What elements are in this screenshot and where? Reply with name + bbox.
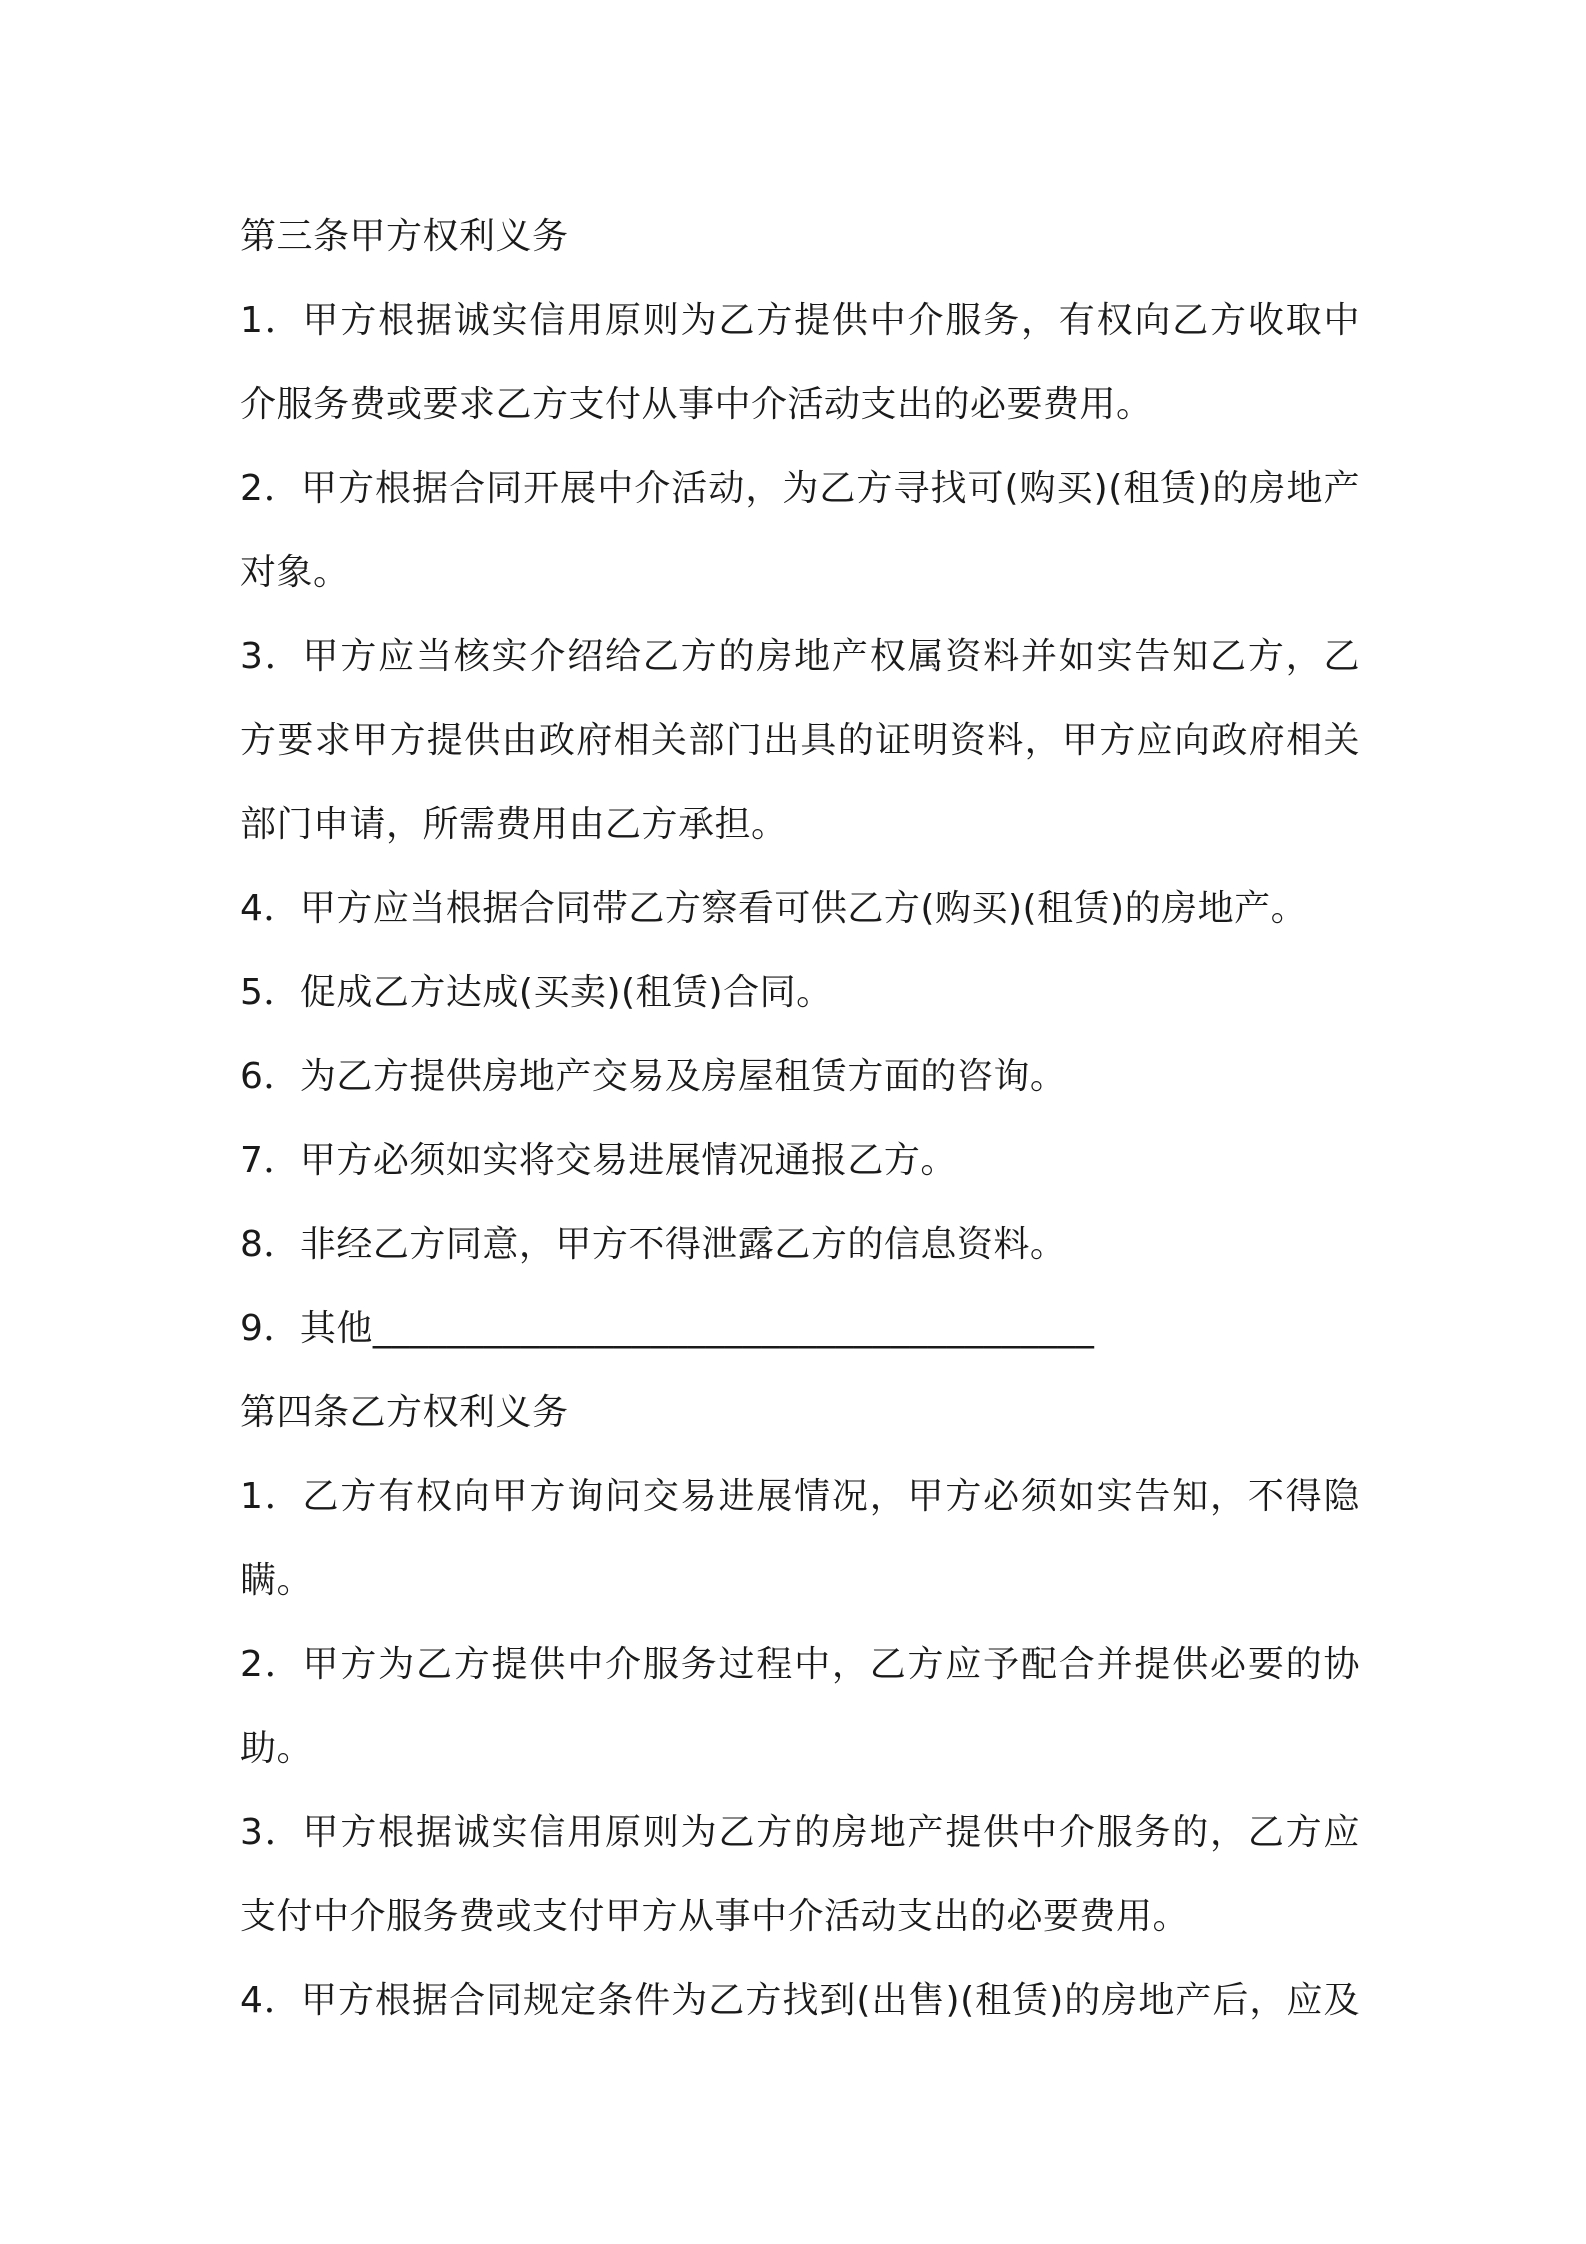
paragraph-line: 4．甲方根据合同规定条件为乙方找到(出售)(租赁)的房地产后，应及 bbox=[240, 1980, 1360, 2021]
paragraph-line: 1．甲方根据诚实信用原则为乙方提供中介服务，有权向乙方收取中 bbox=[240, 300, 1360, 341]
paragraph-line: 助。 bbox=[240, 1728, 314, 1769]
paragraph-line: 6．为乙方提供房地产交易及房屋租赁方面的咨询。 bbox=[240, 1056, 1067, 1097]
paragraph-line: 4．甲方应当根据合同带乙方察看可供乙方(购买)(租赁)的房地产。 bbox=[240, 888, 1308, 929]
paragraph-line: 5．促成乙方达成(买卖)(租赁)合同。 bbox=[240, 972, 833, 1013]
paragraph-line: 3．甲方应当核实介绍给乙方的房地产权属资料并如实告知乙方，乙 bbox=[240, 636, 1360, 677]
paragraph-line: 2．甲方为乙方提供中介服务过程中，乙方应予配合并提供必要的协 bbox=[240, 1644, 1360, 1685]
paragraph-line: 9．其他_______________________________________ bbox=[240, 1308, 1095, 1349]
paragraph-line: 部门申请，所需费用由乙方承担。 bbox=[240, 804, 788, 845]
paragraph-line: 3．甲方根据诚实信用原则为乙方的房地产提供中介服务的，乙方应 bbox=[240, 1812, 1360, 1853]
section-heading-4: 第四条乙方权利义务 bbox=[240, 1392, 569, 1433]
paragraph-line: 方要求甲方提供由政府相关部门出具的证明资料，甲方应向政府相关 bbox=[240, 720, 1360, 761]
paragraph-line: 8．非经乙方同意，甲方不得泄露乙方的信息资料。 bbox=[240, 1224, 1067, 1265]
paragraph-line: 7．甲方必须如实将交易进展情况通报乙方。 bbox=[240, 1140, 957, 1181]
paragraph-line: 介服务费或要求乙方支付从事中介活动支出的必要费用。 bbox=[240, 384, 1153, 425]
paragraph-line: 2．甲方根据合同开展中介活动，为乙方寻找可(购买)(租赁)的房地产 bbox=[240, 468, 1360, 509]
paragraph-line: 瞒。 bbox=[240, 1560, 314, 1601]
document-page bbox=[240, 195, 1360, 2043]
paragraph-line: 对象。 bbox=[240, 552, 350, 593]
paragraph-line: 支付中介服务费或支付甲方从事中介活动支出的必要费用。 bbox=[240, 1896, 1190, 1937]
paragraph-line: 1．乙方有权向甲方询问交易进展情况，甲方必须如实告知，不得隐 bbox=[240, 1476, 1360, 1517]
section-heading-3: 第三条甲方权利义务 bbox=[240, 216, 569, 257]
